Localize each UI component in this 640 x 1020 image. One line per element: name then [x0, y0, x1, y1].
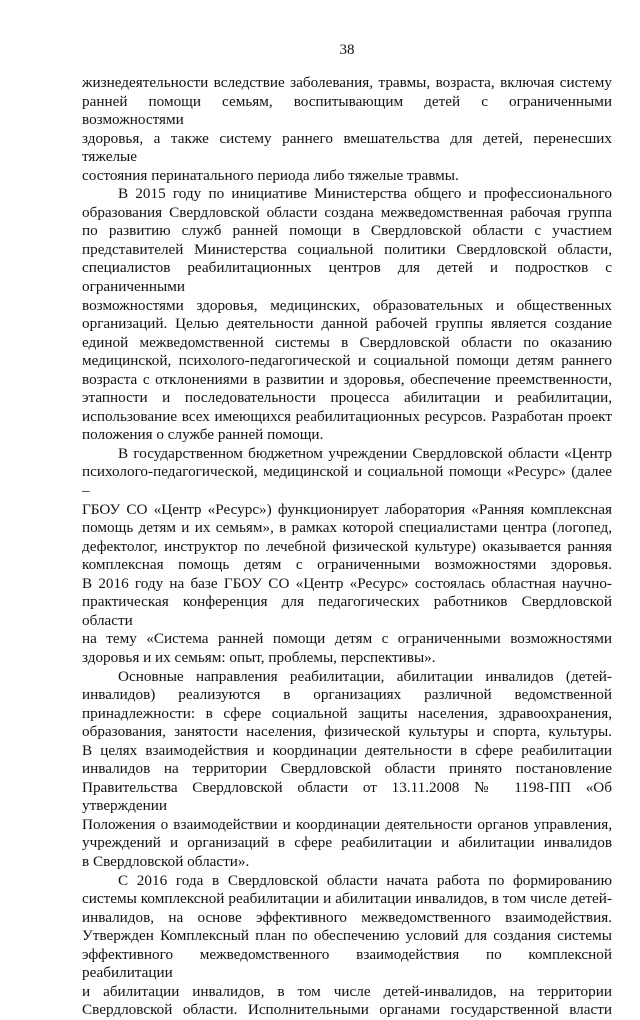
text-line: помощь детям и их семьям», в рамках которой специалистами центра (логопед, — [82, 519, 612, 537]
text-line: здоровья и их семьям: опыт, проблемы, перспективы». — [82, 648, 436, 666]
text-line: возраста с отклонениями в развитии и здоровья, обеспечение преемственности, — [82, 370, 612, 388]
text-line: образования Свердловской области создана межведомственная рабочая группа — [82, 203, 612, 221]
text-line: возможностями здоровья, медицинских, образовательных и общественных — [82, 296, 612, 314]
text-line: этапности и последовательности процесса абилитации и реабилитации, — [82, 389, 612, 407]
text-line: Свердловской области. Исполнительными органами государственной власти — [82, 1001, 612, 1019]
text-line: образования, занятости населения, физической культуры и спорта, культуры. — [82, 723, 612, 741]
text-line: здоровья, а также систему раннего вмешательства для детей, перенесших тяжелые — [82, 129, 612, 166]
text-line: С 2016 года в Свердловской области начата работа по формированию — [118, 871, 612, 889]
text-line: комплексная помощь детям с ограниченными возможностями здоровья. — [82, 556, 612, 574]
body-text — [82, 74, 612, 1020]
text-line: в Свердловской области». — [82, 852, 250, 870]
page-number: 38 — [339, 42, 355, 58]
paragraph — [82, 445, 612, 668]
text-line: ранней помощи семьям, воспитывающим детей с ограниченными возможностями — [82, 92, 612, 129]
text-line: специалистов реабилитационных центров для детей и подростков с ограниченными — [82, 259, 612, 296]
paragraph — [82, 668, 612, 872]
text-line: инвалидов) реализуются в организациях различной ведомственной — [82, 686, 612, 704]
text-line: жизнедеятельности вследствие заболевания, травмы, возраста, включая систему — [82, 74, 612, 91]
text-line: практическая конференция для педагогических работников Свердловской области — [82, 593, 612, 629]
text-line: по развитию служб ранней помощи в Свердловской области с участием — [82, 222, 612, 240]
text-line: В 2016 году на базе ГБОУ СО «Центр «Ресурс» состоялась областная научно- — [82, 574, 612, 592]
text-line: состояния перинатального периода либо тяжелые травмы. — [82, 166, 459, 184]
text-line: медицинской, психолого-педагогической и социальной помощи детям раннего — [82, 352, 612, 370]
text-line: инвалидов, на основе эффективного межведомственного взаимодействия. — [82, 908, 612, 926]
text-line: Положения о взаимодействии и координации деятельности органов управления, — [82, 815, 612, 833]
paragraph — [82, 74, 612, 185]
paragraph — [82, 872, 612, 1020]
text-line: Утвержден Комплексный план по обеспечению условий для создания системы — [82, 927, 612, 945]
text-line: единой межведомственной системы в Свердловской области по оказанию — [82, 333, 612, 351]
text-line: положения о службе ранней помощи. — [82, 426, 324, 444]
text-line: ГБОУ СО «Центр «Ресурс») функционирует лаборатория «Ранняя комплексная — [82, 500, 612, 518]
text-line: В целях взаимодействия и координации деятельности в сфере реабилитации — [82, 741, 612, 759]
paragraph — [82, 185, 612, 445]
text-line: В 2015 году по инициативе Министерства общего и профессионального — [118, 185, 612, 203]
text-line: В государственном бюджетном учреждении Свердловской области «Центр — [118, 444, 612, 462]
text-line: представителей Министерства социальной политики Свердловской области, — [82, 240, 612, 258]
text-line: инвалидов на территории Свердловской области принято постановление — [82, 760, 612, 778]
text-line: использование всех имеющихся реабилитационных ресурсов. Разработан проект — [82, 407, 612, 425]
text-line: эффективного межведомственного взаимодействия по комплексной реабилитации — [82, 945, 612, 982]
text-line: учреждений и организаций в сфере реабилитации и абилитации инвалидов — [82, 834, 612, 852]
text-line: Основные направления реабилитации, абилитации инвалидов (детей- — [118, 667, 612, 685]
text-line: и абилитации инвалидов, в том числе детей-инвалидов, на территории — [82, 982, 612, 1000]
text-line: организаций. Целью деятельности данной рабочей группы является создание — [82, 315, 612, 333]
text-line: на тему «Система ранней помощи детям с ограниченными возможностями — [82, 630, 612, 648]
text-line: системы комплексной реабилитации и абилитации инвалидов, в том числе детей- — [82, 890, 612, 908]
text-line: принадлежности: в сфере социальной защиты населения, здравоохранения, — [82, 704, 612, 722]
text-line: Правительства Свердловской области от 13.11.2008 № 1198-ПП «Об утверждении — [82, 778, 612, 815]
text-line: психолого-педагогической, медицинской и социальной помощи «Ресурс» (далее – — [82, 463, 612, 500]
text-line: дефектолог, инструктор по лечебной физической культуре) оказывается ранняя — [82, 537, 612, 555]
